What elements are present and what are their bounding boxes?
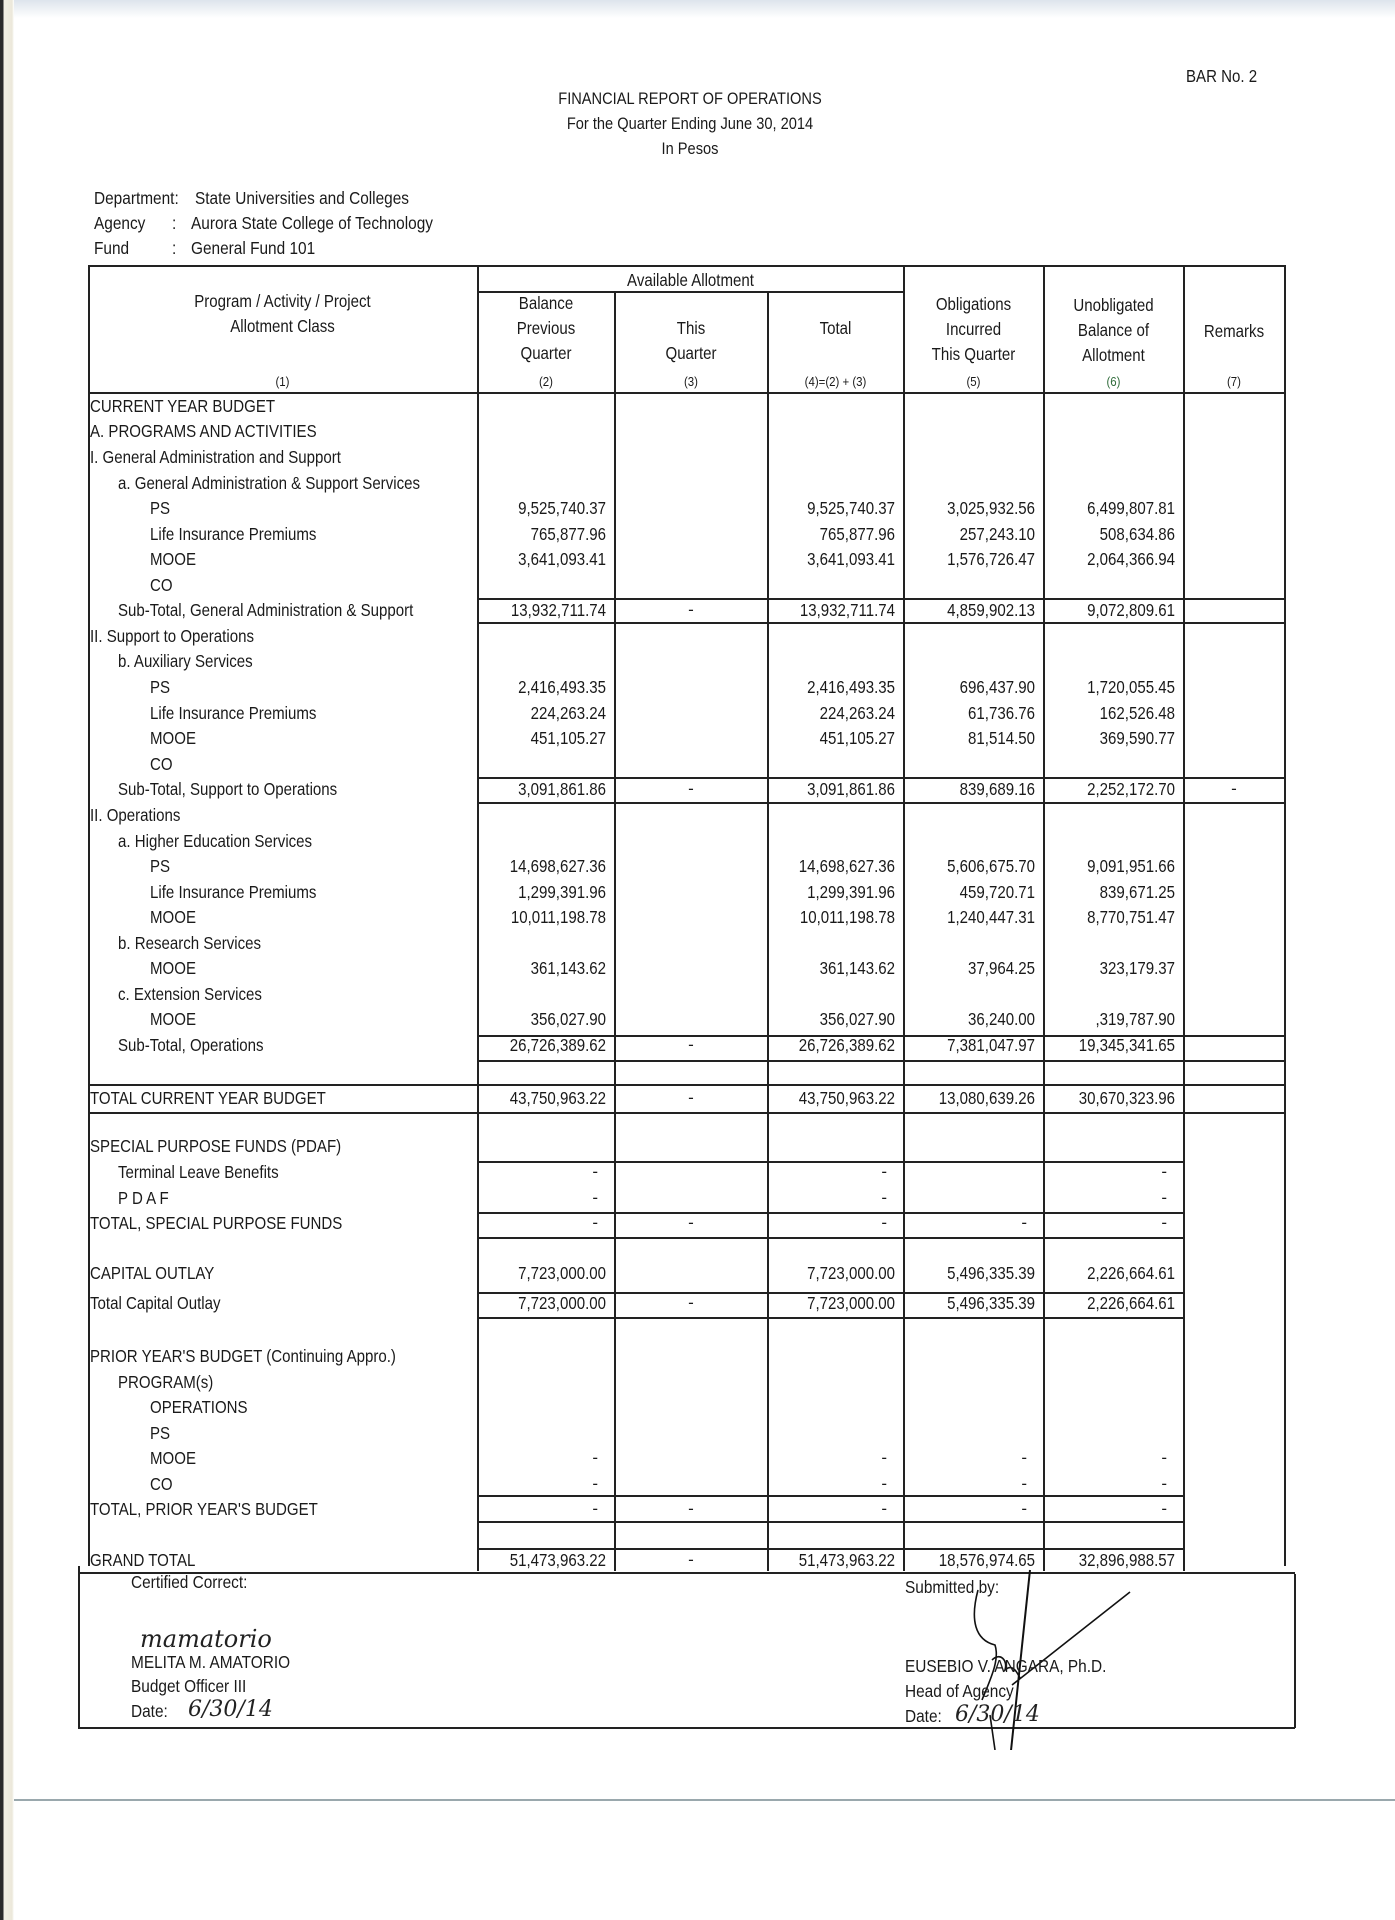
col6-header-line3: Allotment [1082,345,1145,365]
cell-c2: 224,263.24 [530,703,606,723]
cell-c2: - [592,1474,598,1493]
row-label: PRIOR YEAR'S BUDGET (Continuing Appro.) [90,1346,396,1366]
cell-c5: 37,964.25 [968,958,1035,978]
cell-c6: - [1161,1213,1167,1232]
agency-sep: : [172,213,177,233]
cell-c2: 14,698,627.36 [509,856,606,876]
cell-c4: 26,726,389.62 [798,1035,895,1055]
cell-c6: - [1161,1188,1167,1207]
cell-c3: - [688,1088,694,1107]
cell-c2: 765,877.96 [530,524,606,544]
cell-c5: 81,514.50 [968,728,1035,748]
row-label: MOOE [150,549,196,569]
row-label: CO [150,575,173,595]
cell-c6: 2,064,366.94 [1087,549,1175,569]
row-label: I. General Administration and Support [90,447,341,467]
cell-c6: 19,345,341.65 [1078,1035,1175,1055]
cell-c4: 7,723,000.00 [807,1293,895,1313]
cell-c2: 1,299,391.96 [518,882,606,902]
cell-c2: 3,641,093.41 [518,549,606,569]
cell-c6: 9,091,951.66 [1087,856,1175,876]
cell-c5: 696,437.90 [959,677,1035,697]
cell-c3: - [688,779,694,798]
row-label: PS [150,498,171,518]
cell-c4: 9,525,740.37 [807,498,895,518]
cell-c2: 451,105.27 [530,728,606,748]
row-label: SPECIAL PURPOSE FUNDS (PDAF) [90,1136,342,1156]
cell-c2: 356,027.90 [530,1009,606,1029]
row-label: A. PROGRAMS AND ACTIVITIES [90,421,317,441]
cell-c4: - [881,1213,887,1232]
cell-c4: 765,877.96 [819,524,895,544]
submitted-label: Submitted by: [905,1577,1000,1597]
cell-c6: - [1161,1474,1167,1493]
cell-c6: 6,499,807.81 [1087,498,1175,518]
row-label: CAPITAL OUTLAY [90,1263,215,1283]
department-value: State Universities and Colleges [195,188,410,208]
cell-c6: 369,590.77 [1099,728,1175,748]
form-number: BAR No. 2 [1186,66,1258,86]
certified-label: Certified Correct: [131,1572,248,1592]
submitted-date-label: Date: [905,1706,942,1726]
cell-c5: 1,240,447.31 [947,907,1035,927]
cell-c6: ,319,787.90 [1095,1009,1175,1029]
department-label: Department: [94,188,179,208]
col5-header-line2: Incurred [945,319,1002,339]
row-label: TOTAL, SPECIAL PURPOSE FUNDS [90,1213,343,1233]
cell-c3: - [688,600,694,619]
cell-c5: 13,080,639.26 [938,1088,1035,1108]
col7-number: (7) [1227,374,1241,389]
row-label: Life Insurance Premiums [150,524,317,544]
cell-c6: 8,770,751.47 [1087,907,1175,927]
cell-c4: 14,698,627.36 [798,856,895,876]
row-label: MOOE [150,907,196,927]
cell-c5: - [1021,1448,1027,1467]
row-label: OPERATIONS [150,1397,248,1417]
cell-c6: 2,252,172.70 [1087,779,1175,799]
col2-header-line1: Balance [518,293,574,313]
cell-c3: - [688,1550,694,1569]
cell-c2: - [592,1448,598,1467]
certified-signature: mamatorio [140,1625,272,1653]
row-label: GRAND TOTAL [90,1550,196,1570]
row-label: CO [150,754,173,774]
cell-c4: - [881,1162,887,1181]
col6-header-line2: Balance of [1077,320,1150,340]
cell-c5: 4,859,902.13 [947,600,1035,620]
row-label: MOOE [150,1009,196,1029]
col1-header-line2: Allotment Class [230,316,335,336]
row-label: TOTAL CURRENT YEAR BUDGET [90,1088,326,1108]
fund-sep: : [172,238,177,258]
row-label: Life Insurance Premiums [150,882,317,902]
fund-value: General Fund 101 [191,238,316,258]
cell-c6: 839,671.25 [1099,882,1175,902]
cell-c2: - [592,1162,598,1181]
col6-header-line1: Unobligated [1073,295,1154,315]
certified-date: 6/30/14 [188,1697,273,1722]
cell-c4: 51,473,963.22 [798,1550,895,1570]
col5-header-line3: This Quarter [931,344,1016,364]
cell-c5: - [1021,1499,1027,1518]
row-label: TOTAL, PRIOR YEAR'S BUDGET [90,1499,318,1519]
row-label: PS [150,1423,171,1443]
cell-c6: 30,670,323.96 [1078,1088,1175,1108]
row-label: Total Capital Outlay [90,1293,221,1313]
row-label: c. Extension Services [118,984,262,1004]
row-label: Sub-Total, General Administration & Support [118,600,414,620]
cell-c4: - [881,1188,887,1207]
cell-c5: 3,025,932.56 [947,498,1035,518]
col5-number: (5) [966,374,981,389]
col2-number: (2) [539,374,553,389]
row-label: CO [150,1474,173,1494]
col5-header-line1: Obligations [935,294,1012,314]
cell-c5: 5,496,335.39 [947,1293,1035,1313]
cell-c6: - [1161,1162,1167,1181]
cell-c5: - [1021,1474,1027,1493]
cell-c7: - [1231,779,1237,798]
cell-c2: 26,726,389.62 [509,1035,606,1055]
col3-header-line2: Quarter [665,343,717,363]
certified-name: MELITA M. AMATORIO [131,1652,291,1672]
row-label: b. Research Services [118,933,262,953]
cell-c6: - [1161,1448,1167,1467]
certified-date-label: Date: [131,1701,168,1721]
col7-header: Remarks [1203,321,1265,341]
certified-position: Budget Officer III [131,1676,247,1696]
cell-c6: 9,072,809.61 [1087,600,1175,620]
cell-c2: 2,416,493.35 [518,677,606,697]
row-label: b. Auxiliary Services [118,651,253,671]
report-currency: In Pesos [661,139,719,158]
cell-c5: 18,576,974.65 [938,1550,1035,1570]
row-label: a. General Administration & Support Services [118,473,420,493]
cell-c5: 61,736.76 [968,703,1035,723]
cell-c2: - [592,1499,598,1518]
col2-header-line3: Quarter [520,343,572,363]
cell-c2: 9,525,740.37 [518,498,606,518]
submitted-name: EUSEBIO V. ANGARA, Ph.D. [905,1656,1107,1676]
fund-label: Fund [94,238,130,258]
col1-number: (1) [275,374,290,389]
row-label: II. Support to Operations [90,626,254,646]
report-subtitle: For the Quarter Ending June 30, 2014 [566,114,814,133]
cell-c2: 3,091,861.86 [518,779,606,799]
cell-c5: 7,381,047.97 [947,1035,1035,1055]
cell-c4: - [881,1474,887,1493]
cell-c4: 43,750,963.22 [798,1088,895,1108]
cell-c4: 13,932,711.74 [799,600,895,620]
cell-c2: 7,723,000.00 [518,1293,606,1313]
agency-label: Agency [94,213,146,233]
scan-top-shadow [14,0,1395,18]
cell-c4: 451,105.27 [819,728,895,748]
cell-c4: 361,143.62 [819,958,895,978]
row-label: MOOE [150,1448,196,1468]
cell-c2: 43,750,963.22 [509,1088,606,1108]
cell-c6: - [1161,1499,1167,1518]
scan-edge [0,0,14,1920]
row-label: P D A F [118,1188,169,1208]
submitted-date: 6/30/14 [955,1702,1040,1727]
cell-c4: 7,723,000.00 [807,1263,895,1283]
cell-c3: - [688,1035,694,1054]
row-label: PROGRAM(s) [118,1372,214,1392]
col3-header-line1: This [676,318,706,338]
row-label: Terminal Leave Benefits [118,1162,279,1182]
cell-c5: - [1021,1213,1027,1232]
cell-c3: - [688,1293,694,1312]
cell-c6: 162,526.48 [1099,703,1175,723]
cell-c5: 459,720.71 [959,882,1035,902]
row-label: a. Higher Education Services [118,831,313,851]
cell-c2: 51,473,963.22 [509,1550,606,1570]
cell-c6: 1,720,055.45 [1087,677,1175,697]
cell-c4: - [881,1448,887,1467]
agency-value: Aurora State College of Technology [191,213,433,233]
cell-c2: 361,143.62 [530,958,606,978]
cell-c5: 1,576,726.47 [947,549,1035,569]
col6-number: (6) [1106,374,1121,389]
col1-header-line1: Program / Activity / Project [194,291,371,311]
col2-header-line2: Previous [516,318,576,338]
cell-c3: - [688,1499,694,1518]
col-group-available-allotment: Available Allotment [627,270,754,290]
cell-c5: 5,496,335.39 [947,1263,1035,1283]
cell-c3: - [688,1213,694,1232]
col4-header: Total [819,318,852,338]
cell-c4: 10,011,198.78 [799,907,895,927]
row-label: CURRENT YEAR BUDGET [90,396,276,416]
row-label: MOOE [150,958,196,978]
cell-c5: 257,243.10 [959,524,1035,544]
cell-c2: 13,932,711.74 [510,600,606,620]
cell-c6: 2,226,664.61 [1087,1263,1175,1283]
cell-c2: - [592,1188,598,1207]
cell-c5: 839,689.16 [959,779,1035,799]
cell-c5: 36,240.00 [968,1009,1035,1029]
cell-c6: 32,896,988.57 [1078,1550,1175,1570]
cell-c2: 10,011,198.78 [510,907,606,927]
cell-c4: 3,091,861.86 [807,779,895,799]
cell-c4: 1,299,391.96 [807,882,895,902]
row-label: Life Insurance Premiums [150,703,317,723]
row-label: II. Operations [90,805,181,825]
cell-c2: 7,723,000.00 [518,1263,606,1283]
cell-c2: - [592,1213,598,1232]
cell-c6: 2,226,664.61 [1087,1293,1175,1313]
row-label: PS [150,677,171,697]
report-title: FINANCIAL REPORT OF OPERATIONS [558,89,822,108]
submitted-position: Head of Agency [905,1681,1014,1701]
cell-c4: 3,641,093.41 [807,549,895,569]
cell-c4: 224,263.24 [819,703,895,723]
page-fold-line [14,1799,1395,1801]
cell-c4: 2,416,493.35 [807,677,895,697]
col3-number: (3) [684,374,698,389]
cell-c4: 356,027.90 [819,1009,895,1029]
row-label: Sub-Total, Support to Operations [118,779,338,799]
cell-c4: - [881,1499,887,1518]
col4-number: (4)=(2) + (3) [804,374,867,389]
cell-c5: 5,606,675.70 [947,856,1035,876]
row-label: Sub-Total, Operations [118,1035,264,1055]
cell-c6: 508,634.86 [1099,524,1175,544]
row-label: MOOE [150,728,196,748]
cell-c6: 323,179.37 [1099,958,1175,978]
row-label: PS [150,856,171,876]
